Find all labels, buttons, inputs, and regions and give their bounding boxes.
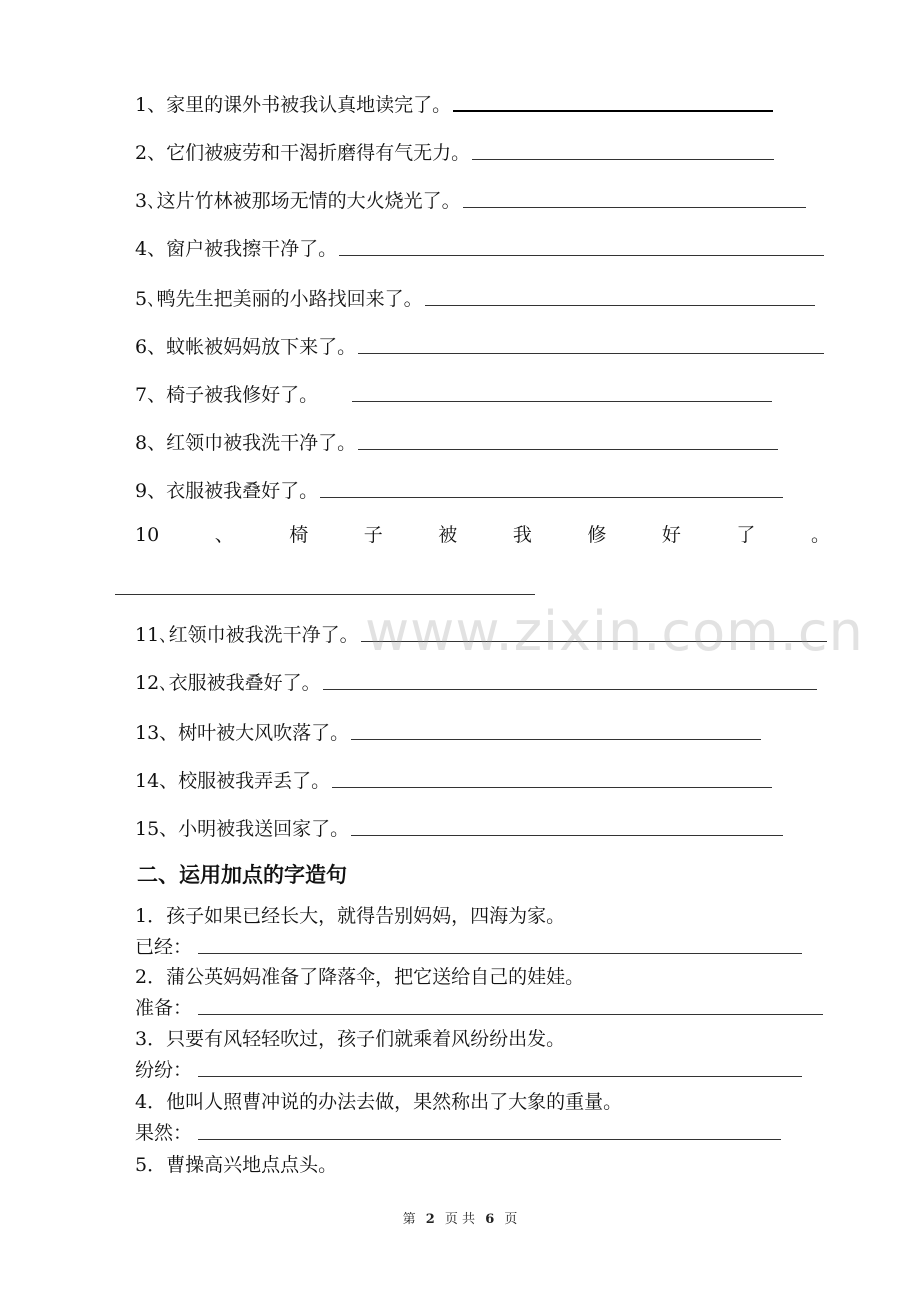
sentence-3-text: 3､这片竹林被那场无情的大火烧光了。 — [135, 190, 461, 212]
sentence-10-char: 子 — [363, 524, 383, 546]
answer-blank-13[interactable] — [351, 739, 761, 740]
footer-page-number: 2 — [425, 1212, 435, 1227]
sentence-13 — [135, 716, 761, 746]
sentence-10-char: 修 — [587, 524, 607, 546]
answer-blank-9[interactable] — [320, 497, 783, 498]
sentence-10-char: 被 — [438, 524, 458, 546]
answer-blank-10[interactable] — [115, 594, 535, 595]
footer-total-pages: 6 — [485, 1212, 495, 1227]
sentence-4 — [135, 232, 824, 262]
section-2-heading: 二、运用加点的字造句 — [137, 863, 347, 887]
answer-blank-3[interactable] — [463, 207, 806, 208]
example-sentence-4: 4．他叫人照曹冲说的办法去做，果然称出了大象的重量。 — [135, 1091, 623, 1113]
sentence-5-text: 5､鸭先生把美丽的小路找回来了。 — [135, 288, 423, 310]
sentence-2 — [135, 136, 774, 166]
sentence-6-text: 6、蚊帐被妈妈放下来了。 — [135, 336, 357, 358]
sentence-8 — [135, 426, 778, 456]
answer-blank-5[interactable] — [425, 305, 815, 306]
sentence-blank-1[interactable] — [198, 953, 802, 954]
sentence-2-text: 2、它们被疲劳和干渴折磨得有气无力。 — [135, 142, 471, 164]
sentence-7-text: 7、椅子被我修好了。 — [135, 384, 319, 406]
sentence-1-text: 1、家里的课外书被我认真地读完了。 — [135, 94, 452, 116]
example-sentence-3: 3．只要有风轻轻吹过，孩子们就乘着风纷纷出发。 — [135, 1028, 566, 1050]
example-sentence-1: 1．孩子如果已经长大，就得告别妈妈，四海为家。 — [135, 905, 566, 927]
sentence-3 — [135, 184, 806, 214]
answer-blank-14[interactable] — [332, 787, 772, 788]
sentence-9 — [135, 474, 783, 504]
sentence-14 — [135, 764, 772, 794]
answer-blank-8[interactable] — [358, 449, 778, 450]
sentence-10-char: 。 — [810, 524, 830, 546]
watermark: www.zixin.com.cn — [365, 600, 864, 663]
word-line-4 — [135, 1118, 781, 1146]
word-label-2: 准备： — [135, 997, 193, 1019]
word-label-4: 果然： — [135, 1122, 193, 1144]
word-line-2 — [135, 993, 823, 1021]
footer-mid: 页 共 — [444, 1212, 476, 1227]
sentence-4-text: 4、窗户被我擦干净了。 — [135, 238, 338, 260]
footer-pre: 第 — [402, 1212, 416, 1227]
sentence-15 — [135, 812, 783, 842]
sentence-14-text: 14、校服被我弄丢了。 — [135, 770, 331, 792]
sentence-7 — [135, 378, 772, 408]
sentence-15-text: 15、小明被我送回家了。 — [135, 818, 350, 840]
sentence-11-text: 11､红领巾被我洗干净了。 — [135, 624, 359, 646]
sentence-10-char: 10 — [135, 524, 160, 546]
sentence-10 — [135, 522, 830, 548]
answer-blank-12[interactable] — [323, 689, 817, 690]
example-sentence-2: 2．蒲公英妈妈准备了降落伞，把它送给自己的娃娃。 — [135, 966, 585, 988]
answer-blank-7[interactable] — [352, 401, 772, 402]
page-footer — [0, 1208, 920, 1227]
example-sentence-5: 5．曹操高兴地点点头。 — [135, 1154, 338, 1176]
sentence-blank-3[interactable] — [198, 1076, 802, 1077]
sentence-10-char: 了 — [736, 524, 756, 546]
sentence-10-char: 椅 — [289, 524, 309, 546]
sentence-1 — [135, 88, 773, 118]
word-label-3: 纷纷： — [135, 1059, 193, 1081]
answer-blank-6[interactable] — [358, 353, 824, 354]
footer-post: 页 — [504, 1212, 518, 1227]
answer-blank-4[interactable] — [339, 255, 824, 256]
sentence-10-char: 、 — [214, 524, 234, 546]
word-line-1 — [135, 932, 802, 960]
answer-blank-15[interactable] — [351, 835, 783, 836]
answer-blank-1[interactable] — [453, 110, 773, 112]
sentence-10-char: 好 — [661, 524, 681, 546]
sentence-13-text: 13、树叶被大风吹落了。 — [135, 722, 350, 744]
sentence-9-text: 9、衣服被我叠好了。 — [135, 480, 319, 502]
sentence-12 — [135, 666, 817, 696]
sentence-blank-2[interactable] — [198, 1014, 823, 1015]
word-line-3 — [135, 1055, 802, 1083]
sentence-blank-4[interactable] — [198, 1139, 781, 1140]
answer-blank-2[interactable] — [472, 159, 774, 160]
sentence-8-text: 8、红领巾被我洗干净了。 — [135, 432, 357, 454]
word-label-1: 已经： — [135, 936, 193, 958]
sentence-10-char: 我 — [512, 524, 532, 546]
sentence-6 — [135, 330, 824, 360]
sentence-12-text: 12､衣服被我叠好了。 — [135, 672, 321, 694]
sentence-5 — [135, 282, 815, 312]
